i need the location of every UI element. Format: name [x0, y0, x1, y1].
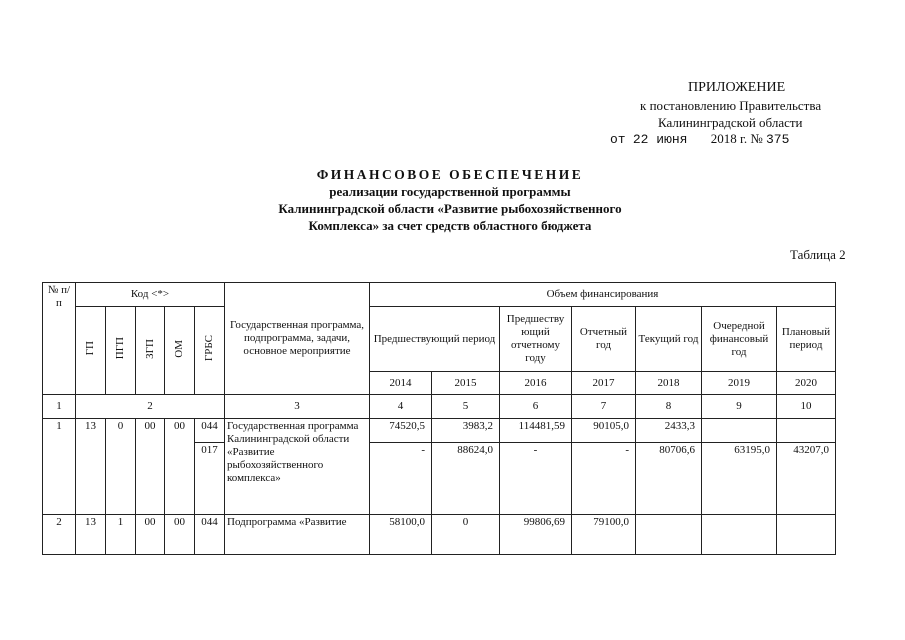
- year-2019: 2019: [702, 372, 777, 395]
- row1-b-2014: -: [370, 443, 432, 515]
- index-cell: 3: [225, 395, 370, 419]
- row2-om: 00: [165, 515, 195, 555]
- row1-a-2018: 2433,3: [636, 419, 702, 443]
- financing-table: [42, 282, 836, 555]
- index-cell: 10: [777, 395, 836, 419]
- row1-b-2016: -: [500, 443, 572, 515]
- appendix-line2: Калининградской области: [658, 115, 803, 130]
- year-2016: 2016: [500, 372, 572, 395]
- year-2015: 2015: [432, 372, 500, 395]
- row1-a-2015: 3983,2: [432, 419, 500, 443]
- year-2020: 2020: [777, 372, 836, 395]
- header-volume: Объем финансирования: [370, 283, 836, 307]
- header-pgp: ПГП: [106, 307, 136, 395]
- row2-2015: 0: [432, 515, 500, 555]
- table-label: Таблица 2: [790, 247, 846, 262]
- decree-number: 375: [766, 132, 790, 147]
- row1-b-2020: 43207,0: [777, 443, 836, 515]
- index-cell: 7: [572, 395, 636, 419]
- appendix-date: [610, 131, 789, 147]
- row2-name: Подпрограмма «Развитие: [225, 515, 370, 555]
- date-prefix: от: [610, 132, 626, 147]
- row1-num: 1: [43, 419, 76, 515]
- row1-a-2016: 114481,59: [500, 419, 572, 443]
- appendix-title: ПРИЛОЖЕНИЕ: [688, 80, 786, 95]
- row1-a-2020: [777, 419, 836, 443]
- title-line3: Калининградской области «Развитие рыбохозяйственного: [278, 201, 622, 216]
- header-report-year: Отчетный год: [572, 307, 636, 372]
- header-zgp: ЗГП: [136, 307, 165, 395]
- row1-zgp: 00: [136, 419, 165, 515]
- index-cell: 2: [76, 395, 225, 419]
- date-day-month: 22 июня: [632, 132, 688, 147]
- year-2018: 2018: [636, 372, 702, 395]
- title-line1: ФИНАНСОВОЕ ОБЕСПЕЧЕНИЕ: [316, 167, 584, 182]
- header-om: ОМ: [165, 307, 195, 395]
- header-program: Государственная программа, подпрограмма, задачи, основное мероприятие: [225, 283, 370, 395]
- header-gp: ГП: [76, 307, 106, 395]
- row2-pgp: 1: [106, 515, 136, 555]
- row1-gp: 13: [76, 419, 106, 515]
- index-cell: 6: [500, 395, 572, 419]
- year-2017: 2017: [572, 372, 636, 395]
- row1-grbs-a: 044: [195, 419, 225, 443]
- row2-zgp: 00: [136, 515, 165, 555]
- row2-2019: [702, 515, 777, 555]
- title-line4: Комплекса» за счет средств областного бюджета: [308, 218, 592, 233]
- row2-2014: 58100,0: [370, 515, 432, 555]
- document-title: [140, 166, 760, 234]
- row2-2020: [777, 515, 836, 555]
- row2-2017: 79100,0: [572, 515, 636, 555]
- index-cell: 5: [432, 395, 500, 419]
- row1-grbs-b: 017: [195, 443, 225, 515]
- header-grbs: ГРБС: [195, 307, 225, 395]
- index-cell: 9: [702, 395, 777, 419]
- header-code: Код <*>: [76, 283, 225, 307]
- row1-a-2019: [702, 419, 777, 443]
- row1-b-2019: 63195,0: [702, 443, 777, 515]
- row1-a-2014: 74520,5: [370, 419, 432, 443]
- header-plan-period: Плановый период: [777, 307, 836, 372]
- row1-b-2018: 80706,6: [636, 443, 702, 515]
- header-pre-report: Предшеству ющий отчетному году: [500, 307, 572, 372]
- row2-2016: 99806,69: [500, 515, 572, 555]
- header-num: № п/п: [43, 283, 76, 395]
- date-year: 2018 г. №: [710, 131, 763, 146]
- header-current-year: Текущий год: [636, 307, 702, 372]
- row2-gp: 13: [76, 515, 106, 555]
- row2-grbs: 044: [195, 515, 225, 555]
- row1-name: Государственная программа Калининградской области «Развитие рыбохозяйственного комплекса»: [225, 419, 370, 515]
- index-cell: 1: [43, 395, 76, 419]
- header-prev-period: Предшествующий период: [370, 307, 500, 372]
- row2-num: 2: [43, 515, 76, 555]
- index-cell: 4: [370, 395, 432, 419]
- row1-pgp: 0: [106, 419, 136, 515]
- row1-b-2015: 88624,0: [432, 443, 500, 515]
- index-cell: 8: [636, 395, 702, 419]
- title-line2: реализации государственной программы: [329, 184, 571, 199]
- row1-om: 00: [165, 419, 195, 515]
- row2-2018: [636, 515, 702, 555]
- header-next-year: Очередной финансовый год: [702, 307, 777, 372]
- row1-a-2017: 90105,0: [572, 419, 636, 443]
- appendix-line1: к постановлению Правительства: [640, 98, 822, 113]
- year-2014: 2014: [370, 372, 432, 395]
- row1-b-2017: -: [572, 443, 636, 515]
